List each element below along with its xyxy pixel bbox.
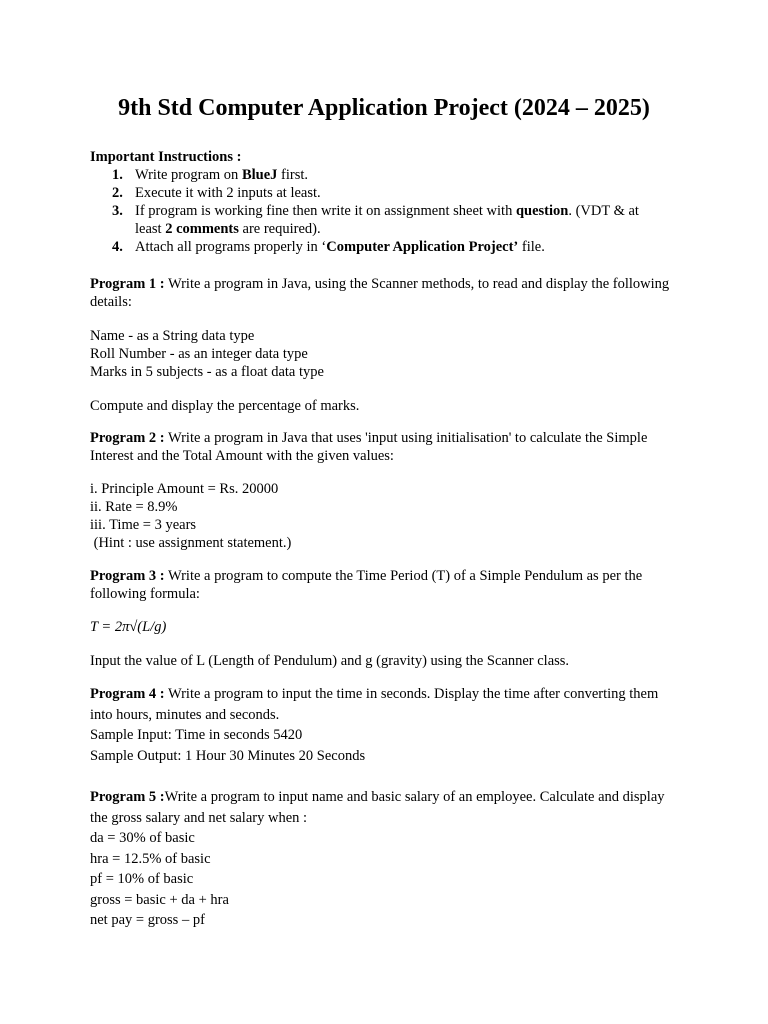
program-3-text: Write a program to compute the Time Period (T) of a Simple Pendulum as per the following formula: xyxy=(90,568,643,602)
instruction-emphasis-2: 2 comments xyxy=(165,221,239,237)
program-1-text: Write a program in Java, using the Scanner methods, to read and display the following details: xyxy=(90,276,670,310)
program-1-details xyxy=(90,327,680,381)
program-3-label: Program 3 : xyxy=(90,568,165,584)
instruction-emphasis: question xyxy=(515,203,569,219)
program-4-line: Sample Output: 1 Hour 30 Minutes 20 Seconds xyxy=(90,747,366,764)
instructions-heading: Important Instructions : xyxy=(90,149,242,165)
instruction-text: Attach all programs properly in ‘ xyxy=(135,239,327,255)
instruction-emphasis: BlueJ xyxy=(241,167,278,183)
program-4-text: Write a program to input the time in seconds. Display the time after converting them into hours, minutes and seconds. xyxy=(90,686,659,723)
instruction-text-end: are required). xyxy=(238,221,321,237)
program-2-line: iii. Time = 3 years xyxy=(90,517,197,533)
program-5-label: Program 5 : xyxy=(90,789,165,805)
program-3-footer: Input the value of L (Length of Pendulum) and g (gravity) using the Scanner class. xyxy=(90,653,570,669)
instruction-text-mid: . (VDT & at least xyxy=(135,203,639,237)
program-5-block xyxy=(90,787,680,931)
instruction-text-end: file. xyxy=(518,239,545,255)
instruction-emphasis: Computer Application Project’ xyxy=(326,239,519,255)
program-2-line: i. Principle Amount = Rs. 20000 xyxy=(90,481,279,497)
instruction-number: 4. xyxy=(112,239,123,255)
program-4-line: Sample Input: Time in seconds 5420 xyxy=(90,727,303,743)
instruction-item xyxy=(112,166,652,184)
program-1-footer: Compute and display the percentage of marks. xyxy=(90,398,360,414)
program-5-description xyxy=(90,787,680,828)
instruction-number: 3. xyxy=(112,203,123,219)
instruction-item xyxy=(112,184,652,202)
program-3-formula: T = 2π√(L/g) xyxy=(90,619,167,635)
program-2-text: Write a program in Java that uses 'input using initialisation' to calculate the Simple Interest and the Total Amount with the given values: xyxy=(90,430,648,464)
program-5-line: gross = basic + da + hra xyxy=(90,891,229,908)
program-4-description xyxy=(90,684,680,725)
program-1-line: Roll Number - as an integer data type xyxy=(90,346,308,362)
instruction-text: Write program on xyxy=(135,167,242,183)
program-2-description xyxy=(90,429,680,465)
program-1-description xyxy=(90,275,680,311)
program-5-text: Write a program to input name and basic salary of an employee. Calculate and display the gross salary and net salary when : xyxy=(90,789,665,826)
program-5-line: pf = 10% of basic xyxy=(90,871,194,887)
program-5-line: da = 30% of basic xyxy=(90,830,195,846)
document-title: 9th Std Computer Application Project (2024 – 2025) xyxy=(118,95,650,121)
program-2-label: Program 2 : xyxy=(90,430,165,446)
program-1-line: Marks in 5 subjects - as a float data type xyxy=(90,364,324,380)
program-3-description xyxy=(90,567,680,603)
program-2-values xyxy=(90,480,680,552)
program-4-block xyxy=(90,684,680,766)
program-1-line: Name - as a String data type xyxy=(90,328,255,344)
instruction-number: 2. xyxy=(112,185,123,201)
instruction-text: Execute it with 2 inputs at least. xyxy=(135,185,321,201)
instructions-list xyxy=(112,166,652,256)
instruction-item xyxy=(112,202,652,238)
program-2-hint: (Hint : use assignment statement.) xyxy=(90,535,292,551)
program-5-line: net pay = gross – pf xyxy=(90,912,205,928)
instruction-number: 1. xyxy=(112,167,123,183)
program-5-line: hra = 12.5% of basic xyxy=(90,850,211,867)
instruction-text-end: first. xyxy=(277,167,308,183)
instruction-text: If program is working fine then write it on assignment sheet with xyxy=(135,203,516,219)
program-2-line: ii. Rate = 8.9% xyxy=(90,499,178,515)
instruction-item xyxy=(112,238,652,256)
program-4-label: Program 4 : xyxy=(90,686,165,702)
program-1-label: Program 1 : xyxy=(90,276,165,292)
